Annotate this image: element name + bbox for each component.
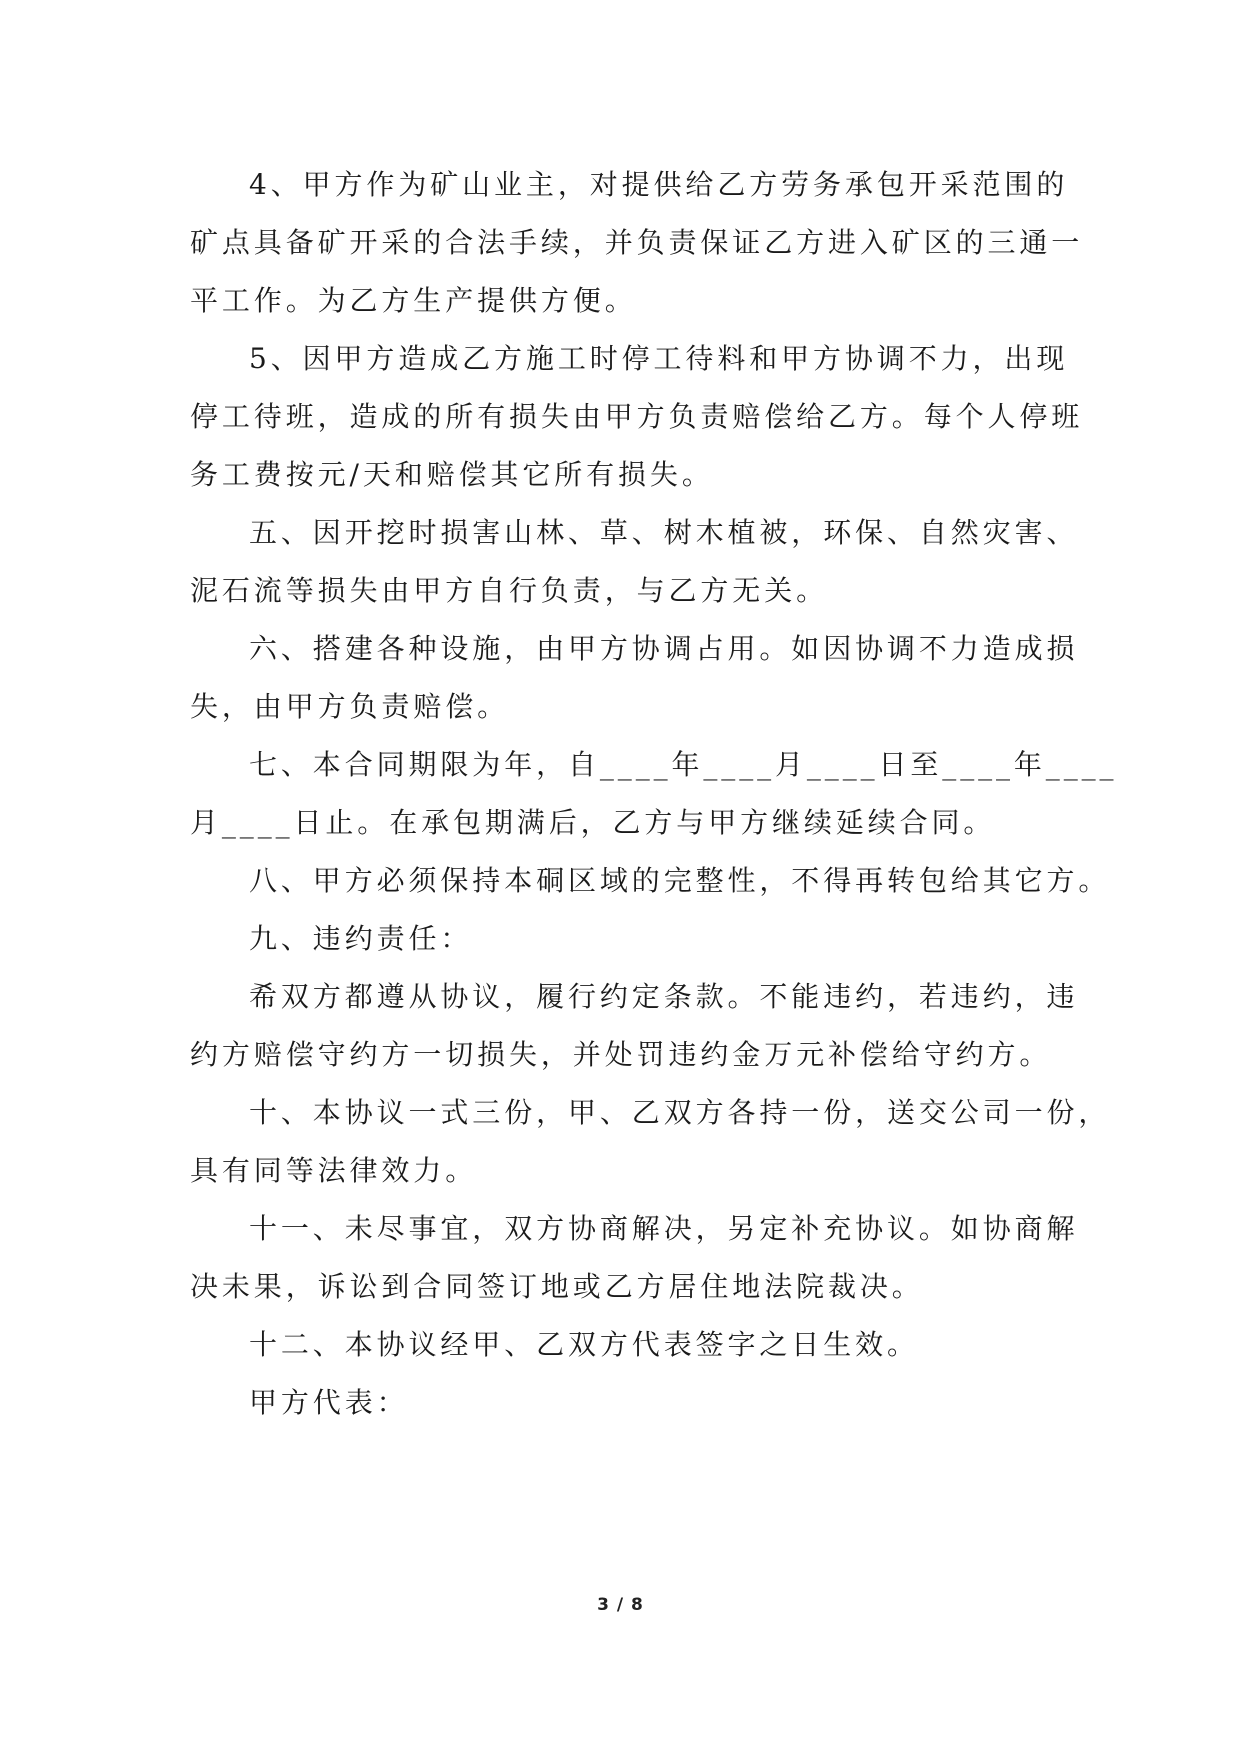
clause-4-line-2: 矿点具备矿开采的合法手续，并负责保证乙方进入矿区的三通一: [190, 226, 1084, 259]
section-8-line-1: 八、甲方必须保持本硐区域的完整性，不得再转包给其它方。: [249, 864, 1111, 897]
clause-5-line-2: 停工待班，造成的所有损失由甲方负责赔偿给乙方。每个人停班: [190, 400, 1084, 433]
section-10-line-1: 十、本协议一式三份，甲、乙双方各持一份，送交公司一份，: [249, 1096, 1111, 1129]
page-number: 3 / 8: [597, 1595, 644, 1615]
clause-4-line-3: 平工作。为乙方生产提供方便。: [190, 284, 637, 317]
section-11-line-2: 决未果，诉讼到合同签订地或乙方居住地法院裁决。: [190, 1270, 924, 1303]
clause-5-line-3: 务工费按元/天和赔偿其它所有损失。: [190, 458, 714, 491]
section-6-line-2: 失，由甲方负责赔偿。: [190, 690, 510, 723]
section-12-line-1: 十二、本协议经甲、乙双方代表签字之日生效。: [249, 1328, 919, 1361]
section-9-line-1: 希双方都遵从协议，履行约定条款。不能违约，若违约，违: [249, 980, 1079, 1013]
section-7-line-1: 七、本合同期限为年，自____年____月____日至____年____: [249, 748, 1118, 781]
section-5-line-1: 五、因开挖时损害山林、草、树木植被，环保、自然灾害、: [249, 516, 1079, 549]
section-11-line-1: 十一、未尽事宜，双方协商解决，另定补充协议。如协商解: [249, 1212, 1079, 1245]
section-5-line-2: 泥石流等损失由甲方自行负责，与乙方无关。: [190, 574, 829, 607]
section-6-line-1: 六、搭建各种设施，由甲方协调占用。如因协调不力造成损: [249, 632, 1079, 665]
section-9-line-2: 约方赔偿守约方一切损失，并处罚违约金万元补偿给守约方。: [190, 1038, 1052, 1071]
section-7-line-2: 月____日止。在承包期满后，乙方与甲方继续延续合同。: [190, 806, 996, 839]
section-9-heading: 九、违约责任：: [249, 922, 473, 955]
section-10-line-2: 具有同等法律效力。: [190, 1154, 478, 1187]
party-a-representative-label: 甲方代表：: [249, 1386, 409, 1419]
clause-4-line-1: 4、甲方作为矿山业主，对提供给乙方劳务承包开采范围的: [249, 168, 1069, 201]
clause-5-line-1: 5、因甲方造成乙方施工时停工待料和甲方协调不力，出现: [249, 342, 1069, 375]
